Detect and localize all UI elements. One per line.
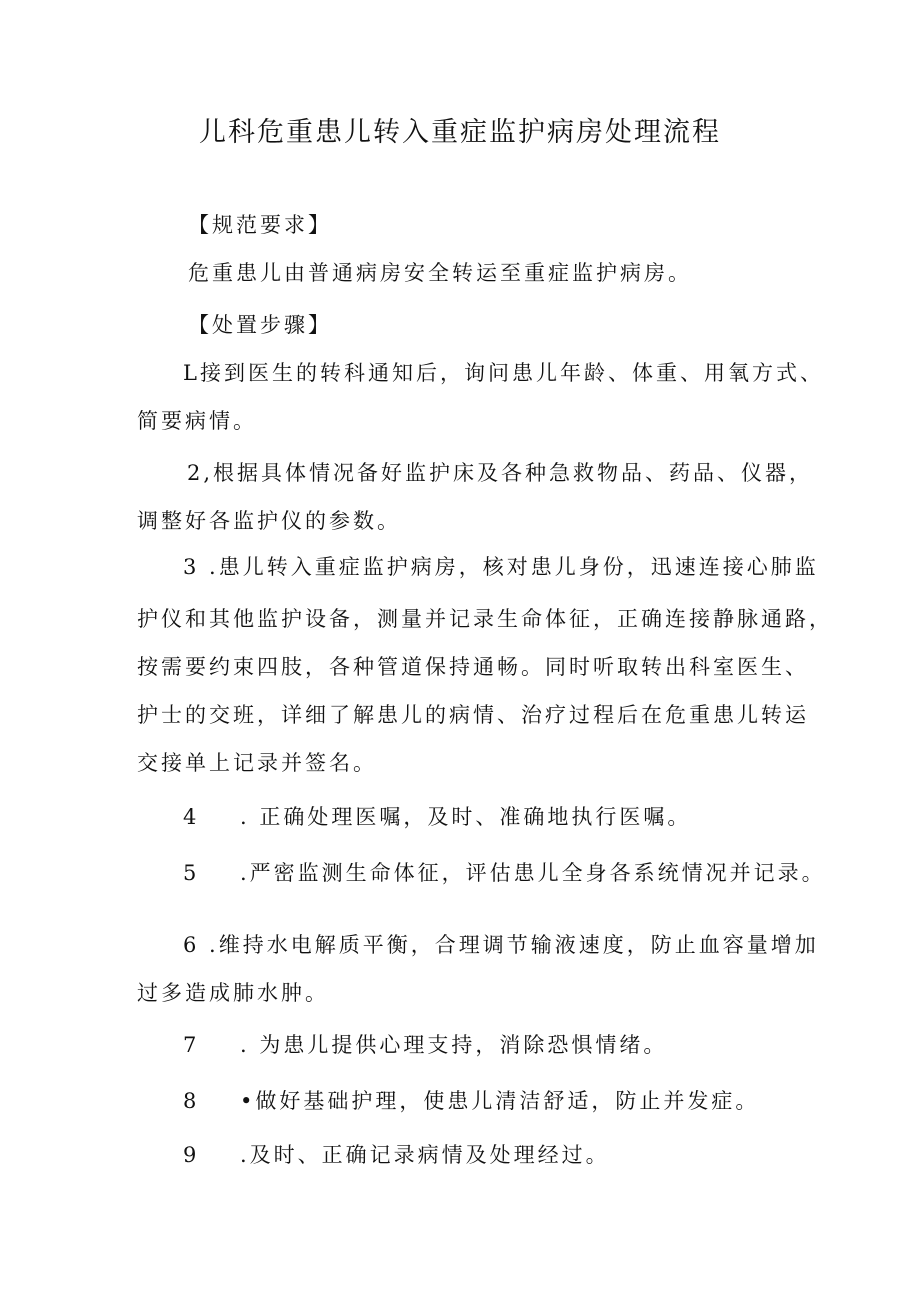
step7-number: 7 (183, 1033, 197, 1057)
step3-line4: 护士的交班，详细了解患儿的病情、治疗过程后在危重患儿转运 (137, 703, 809, 727)
step8-text: •做好基础护理，使患儿清洁舒适，防止并发症。 (240, 1089, 760, 1113)
step3-line2: 护仪和其他监护设备，测量并记录生命体征，正确连接静脉通路， (137, 607, 833, 631)
step2-line2: 调整好各监护仪的参数。 (137, 509, 401, 533)
step8-number: 8 (183, 1089, 197, 1113)
step3-line1: 3 .患儿转入重症监护病房，核对患儿身份，迅速连接心肺监 (183, 555, 819, 579)
document-title: 儿科危重患儿转入重症监护病房处理流程 (199, 117, 721, 148)
step9-text: .及时、正确记录病情及处理经过。 (240, 1143, 610, 1167)
step3-line5: 交接单上记录并签名。 (137, 751, 377, 775)
step4-number: 4 (183, 805, 197, 829)
step1-line2: 简要病情。 (137, 409, 257, 433)
step6-line1: 6 .维持水电解质平衡，合理调节输液速度，防止血容量增加 (183, 933, 819, 957)
step5-number: 5 (183, 861, 197, 885)
step2-line1: 2,根据具体情况备好监护床及各种急救物品、药品、仪器， (187, 461, 814, 485)
step6-line2: 过多造成肺水肿。 (137, 981, 329, 1005)
section-heading-steps: 【处置步骤】 (188, 313, 332, 337)
step4-text: . 正确处理医嘱，及时、准确地执行医嘱。 (240, 805, 692, 829)
step5-text: .严密监测生命体征，评估患儿全身各系统情况并记录。 (240, 861, 826, 885)
step1-line1: L接到医生的转科通知后，询问患儿年龄、体重、用氧方式、 (183, 361, 824, 385)
step9-number: 9 (183, 1143, 197, 1167)
requirements-text: 危重患儿由普通病房安全转运至重症监护病房。 (188, 261, 692, 285)
step7-text: . 为患儿提供心理支持，消除恐惧情绪。 (240, 1033, 668, 1057)
section-heading-requirements: 【规范要求】 (188, 213, 332, 237)
step3-line3: 按需要约束四肢，各种管道保持通畅。同时听取转出科室医生、 (137, 655, 809, 679)
